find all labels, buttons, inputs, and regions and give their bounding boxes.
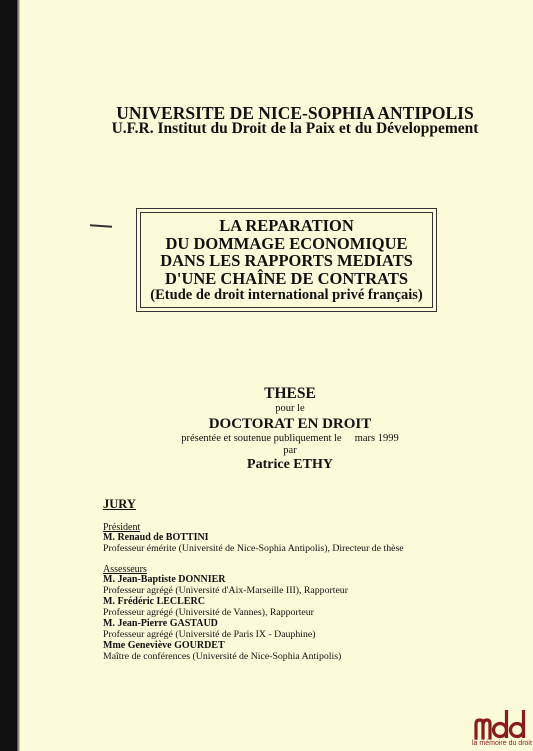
jury-heading: JURY (103, 497, 136, 511)
these-label: THESE (264, 385, 316, 402)
title-line: DANS LES RAPPORTS MEDIATS (160, 251, 413, 270)
degree-label: DOCTORAT EN DROIT (208, 416, 372, 432)
jury-member-name: M. Jean-Pierre GASTAUD (103, 618, 218, 629)
ufr-name: U.F.R. Institut du Droit de la Paix et du Développement (111, 120, 479, 137)
logo-tagline: la mémoire du droit (472, 740, 532, 747)
thesis-title (137, 217, 436, 303)
university-name: UNIVERSITE DE NICE-SOPHIA ANTIPOLIS (116, 103, 474, 123)
jury-member-desc: Professeur agrégé (Université de Vannes), Rapporteur (103, 607, 314, 618)
defense-date: présentée et soutenue publiquement le mars 1999 (181, 433, 399, 444)
thesis-block (140, 385, 440, 474)
jury-member-name: M. Jean-Baptiste DONNIER (103, 574, 226, 585)
jury-member-desc: Professeur agrégé (Université de Paris IX - Dauphine) (103, 629, 316, 640)
jury-member-name: Mme Geneviève GOURDET (103, 640, 225, 651)
author-name: Patrice ETHY (247, 457, 333, 472)
jury-member-desc: Professeur agrégé (Université d'Aix-Marseille III), Rapporteur (103, 585, 348, 596)
title-box (136, 208, 437, 312)
binding-edge (17, 0, 20, 751)
president-label: Président (103, 522, 141, 533)
title-line: LA REPARATION (219, 216, 354, 235)
title-subtitle: (Etude de droit international privé français) (150, 287, 423, 303)
pour-le-label: pour le (275, 403, 305, 414)
jury-member-desc: Professeur émérite (Université de Nice-Sophia Antipolis), Directeur de thèse (103, 543, 404, 554)
jury-member-name: M. Renaud de BOTTINI (103, 532, 209, 543)
pen-mark (90, 224, 112, 228)
jury-member-name: M. Frédéric LECLERC (103, 596, 205, 607)
assesseurs-label: Assesseurs (103, 564, 147, 575)
par-label: par (283, 445, 297, 456)
jury-member-desc: Maître de conférences (Université de Nice-Sophia Antipolis) (103, 651, 342, 662)
title-line: D'UNE CHAÎNE DE CONTRATS (164, 268, 409, 288)
title-line: DU DOMMAGE ECONOMIQUE (165, 233, 408, 253)
binding-strip (0, 0, 17, 751)
